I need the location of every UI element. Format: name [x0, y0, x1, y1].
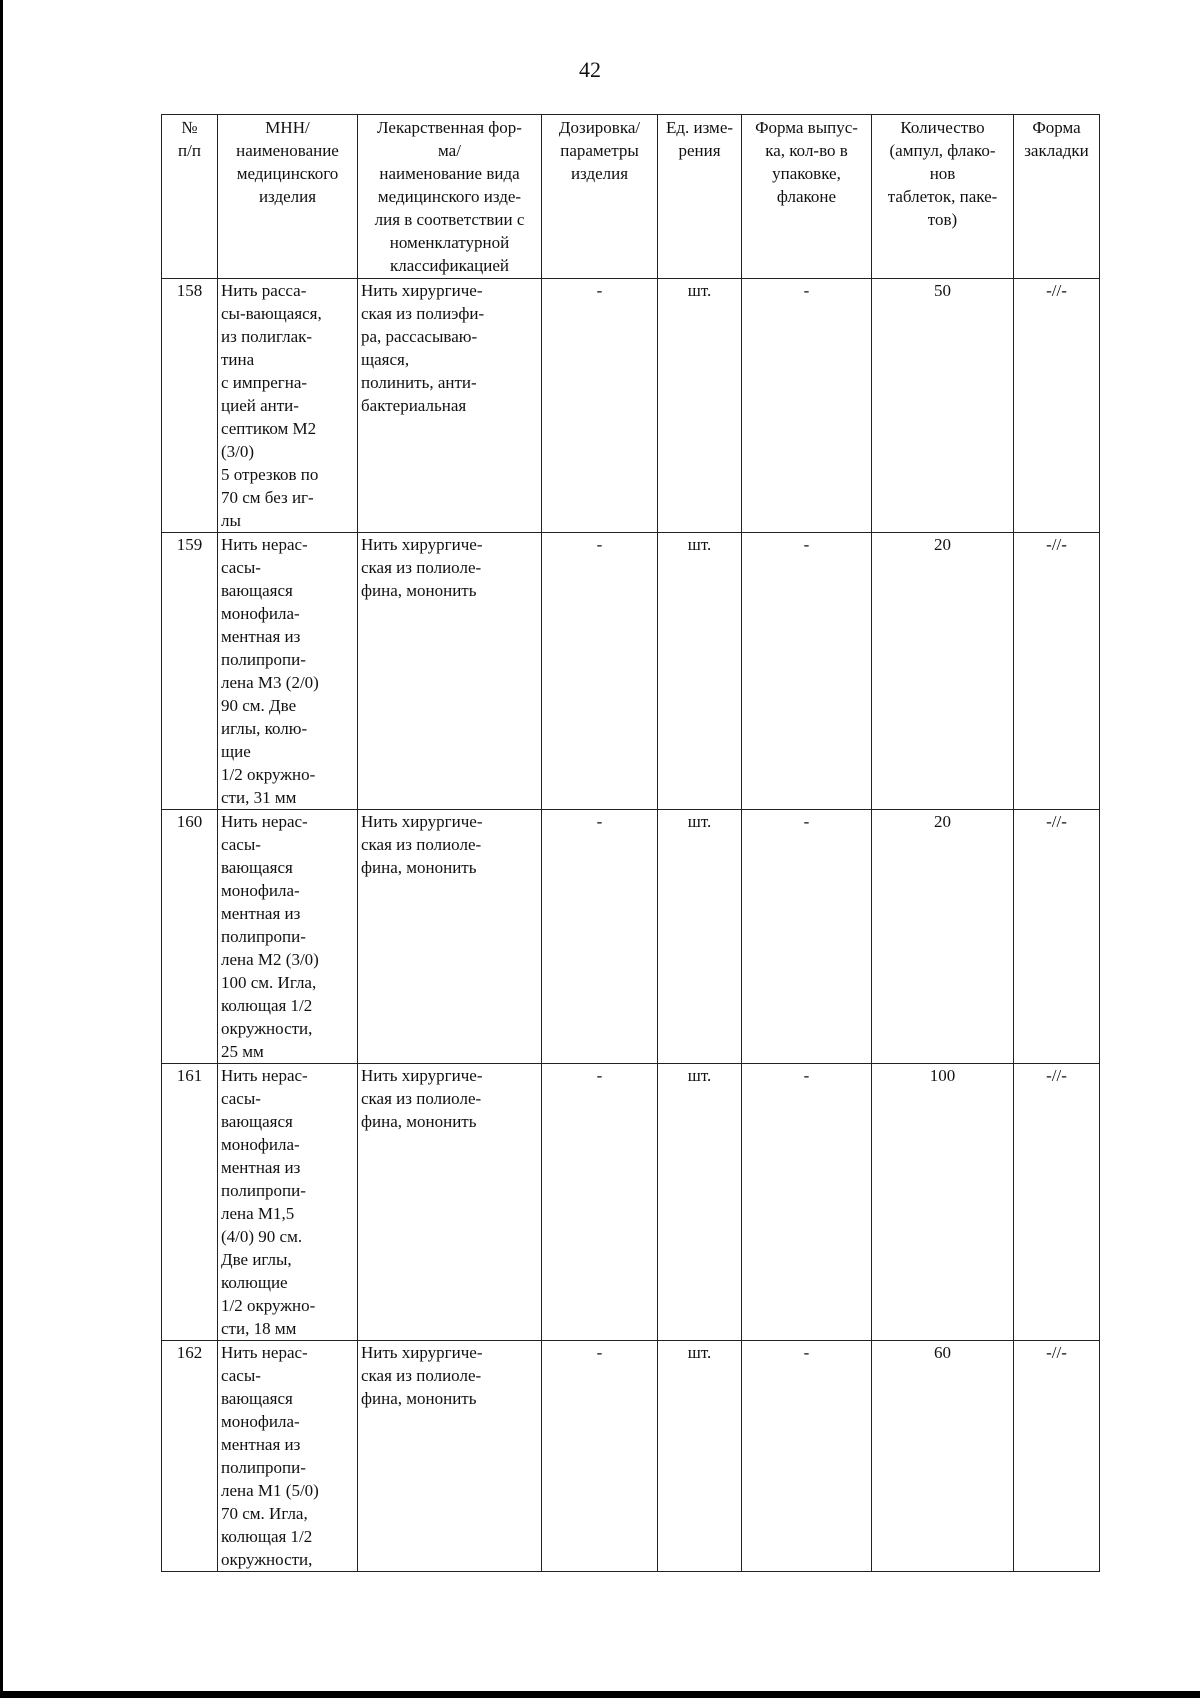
cell-bookmark-form: -//-	[1014, 1341, 1100, 1572]
header-unit: Ед. изме- рения	[658, 115, 742, 279]
table-row	[162, 279, 1100, 533]
cell-quantity: 60	[872, 1341, 1014, 1572]
table-row	[162, 1064, 1100, 1341]
cell-bookmark-form: -//-	[1014, 279, 1100, 533]
cell-dosage-form: Нить хирургиче- ская из полиоле- фина, мононить	[358, 1064, 542, 1341]
medical-items-table	[161, 114, 1100, 1572]
cell-unit: шт.	[658, 1341, 742, 1572]
cell-unit: шт.	[658, 533, 742, 810]
cell-bookmark-form: -//-	[1014, 810, 1100, 1064]
cell-dosage-form: Нить хирургиче- ская из полиоле- фина, мононить	[358, 533, 542, 810]
table-row	[162, 810, 1100, 1064]
cell-dosage: -	[542, 1064, 658, 1341]
cell-dosage: -	[542, 533, 658, 810]
scan-bottom-edge	[0, 1691, 1200, 1698]
cell-quantity: 50	[872, 279, 1014, 533]
header-number: № п/п	[162, 115, 218, 279]
cell-number: 159	[162, 533, 218, 810]
cell-name: Нить нерас- сасы- вающаяся монофила- ментная из полипропи- лена М1 (5/0) 70 см. Игла, колющая 1/2 окружности,	[218, 1341, 358, 1572]
header-release-form: Форма выпус- ка, кол-во в упаковке, флаконе	[742, 115, 872, 279]
cell-quantity: 100	[872, 1064, 1014, 1341]
cell-unit: шт.	[658, 279, 742, 533]
table-header-row	[162, 115, 1100, 279]
cell-number: 162	[162, 1341, 218, 1572]
cell-quantity: 20	[872, 533, 1014, 810]
cell-name: Нить расса- сы-вающаяся, из полиглак- тина с импрегна- цией анти- септиком М2 (3/0) 5 отрезков по 70 см без иг- лы	[218, 279, 358, 533]
header-name: МНН/ наименование медицинского изделия	[218, 115, 358, 279]
cell-dosage: -	[542, 1341, 658, 1572]
cell-dosage-form: Нить хирургиче- ская из полиоле- фина, мононить	[358, 810, 542, 1064]
cell-number: 161	[162, 1064, 218, 1341]
cell-unit: шт.	[658, 1064, 742, 1341]
table-row	[162, 1341, 1100, 1572]
header-quantity: Количество (ампул, флако- нов таблеток, паке- тов)	[872, 115, 1014, 279]
cell-name: Нить нерас- сасы- вающаяся монофила- ментная из полипропи- лена М3 (2/0) 90 см. Две иглы, колю- щие 1/2 окружно- сти, 31 мм	[218, 533, 358, 810]
cell-number: 158	[162, 279, 218, 533]
cell-bookmark-form: -//-	[1014, 533, 1100, 810]
cell-unit: шт.	[658, 810, 742, 1064]
cell-quantity: 20	[872, 810, 1014, 1064]
cell-dosage: -	[542, 279, 658, 533]
cell-release-form: -	[742, 279, 872, 533]
page-number: 42	[579, 57, 601, 82]
cell-release-form: -	[742, 1341, 872, 1572]
cell-bookmark-form: -//-	[1014, 1064, 1100, 1341]
scan-left-edge	[0, 0, 3, 1698]
cell-dosage-form: Нить хирургиче- ская из полиэфи- ра, рассасываю- щаяся, полинить, анти- бактериальная	[358, 279, 542, 533]
cell-release-form: -	[742, 810, 872, 1064]
cell-number: 160	[162, 810, 218, 1064]
header-bookmark-form: Форма закладки	[1014, 115, 1100, 279]
cell-name: Нить нерас- сасы- вающаяся монофила- ментная из полипропи- лена М2 (3/0) 100 см. Игла, колющая 1/2 окружности, 25 мм	[218, 810, 358, 1064]
table-row	[162, 533, 1100, 810]
cell-release-form: -	[742, 533, 872, 810]
cell-release-form: -	[742, 1064, 872, 1341]
header-dosage: Дозировка/ параметры изделия	[542, 115, 658, 279]
header-dosage-form: Лекарственная фор- ма/ наименование вида медицинского изде- лия в соответствии с номенклатурной классификацией	[358, 115, 542, 279]
cell-name: Нить нерас- сасы- вающаяся монофила- ментная из полипропи- лена М1,5 (4/0) 90 см. Две иглы, колющие 1/2 окружно- сти, 18 мм	[218, 1064, 358, 1341]
cell-dosage: -	[542, 810, 658, 1064]
cell-dosage-form: Нить хирургиче- ская из полиоле- фина, мононить	[358, 1341, 542, 1572]
